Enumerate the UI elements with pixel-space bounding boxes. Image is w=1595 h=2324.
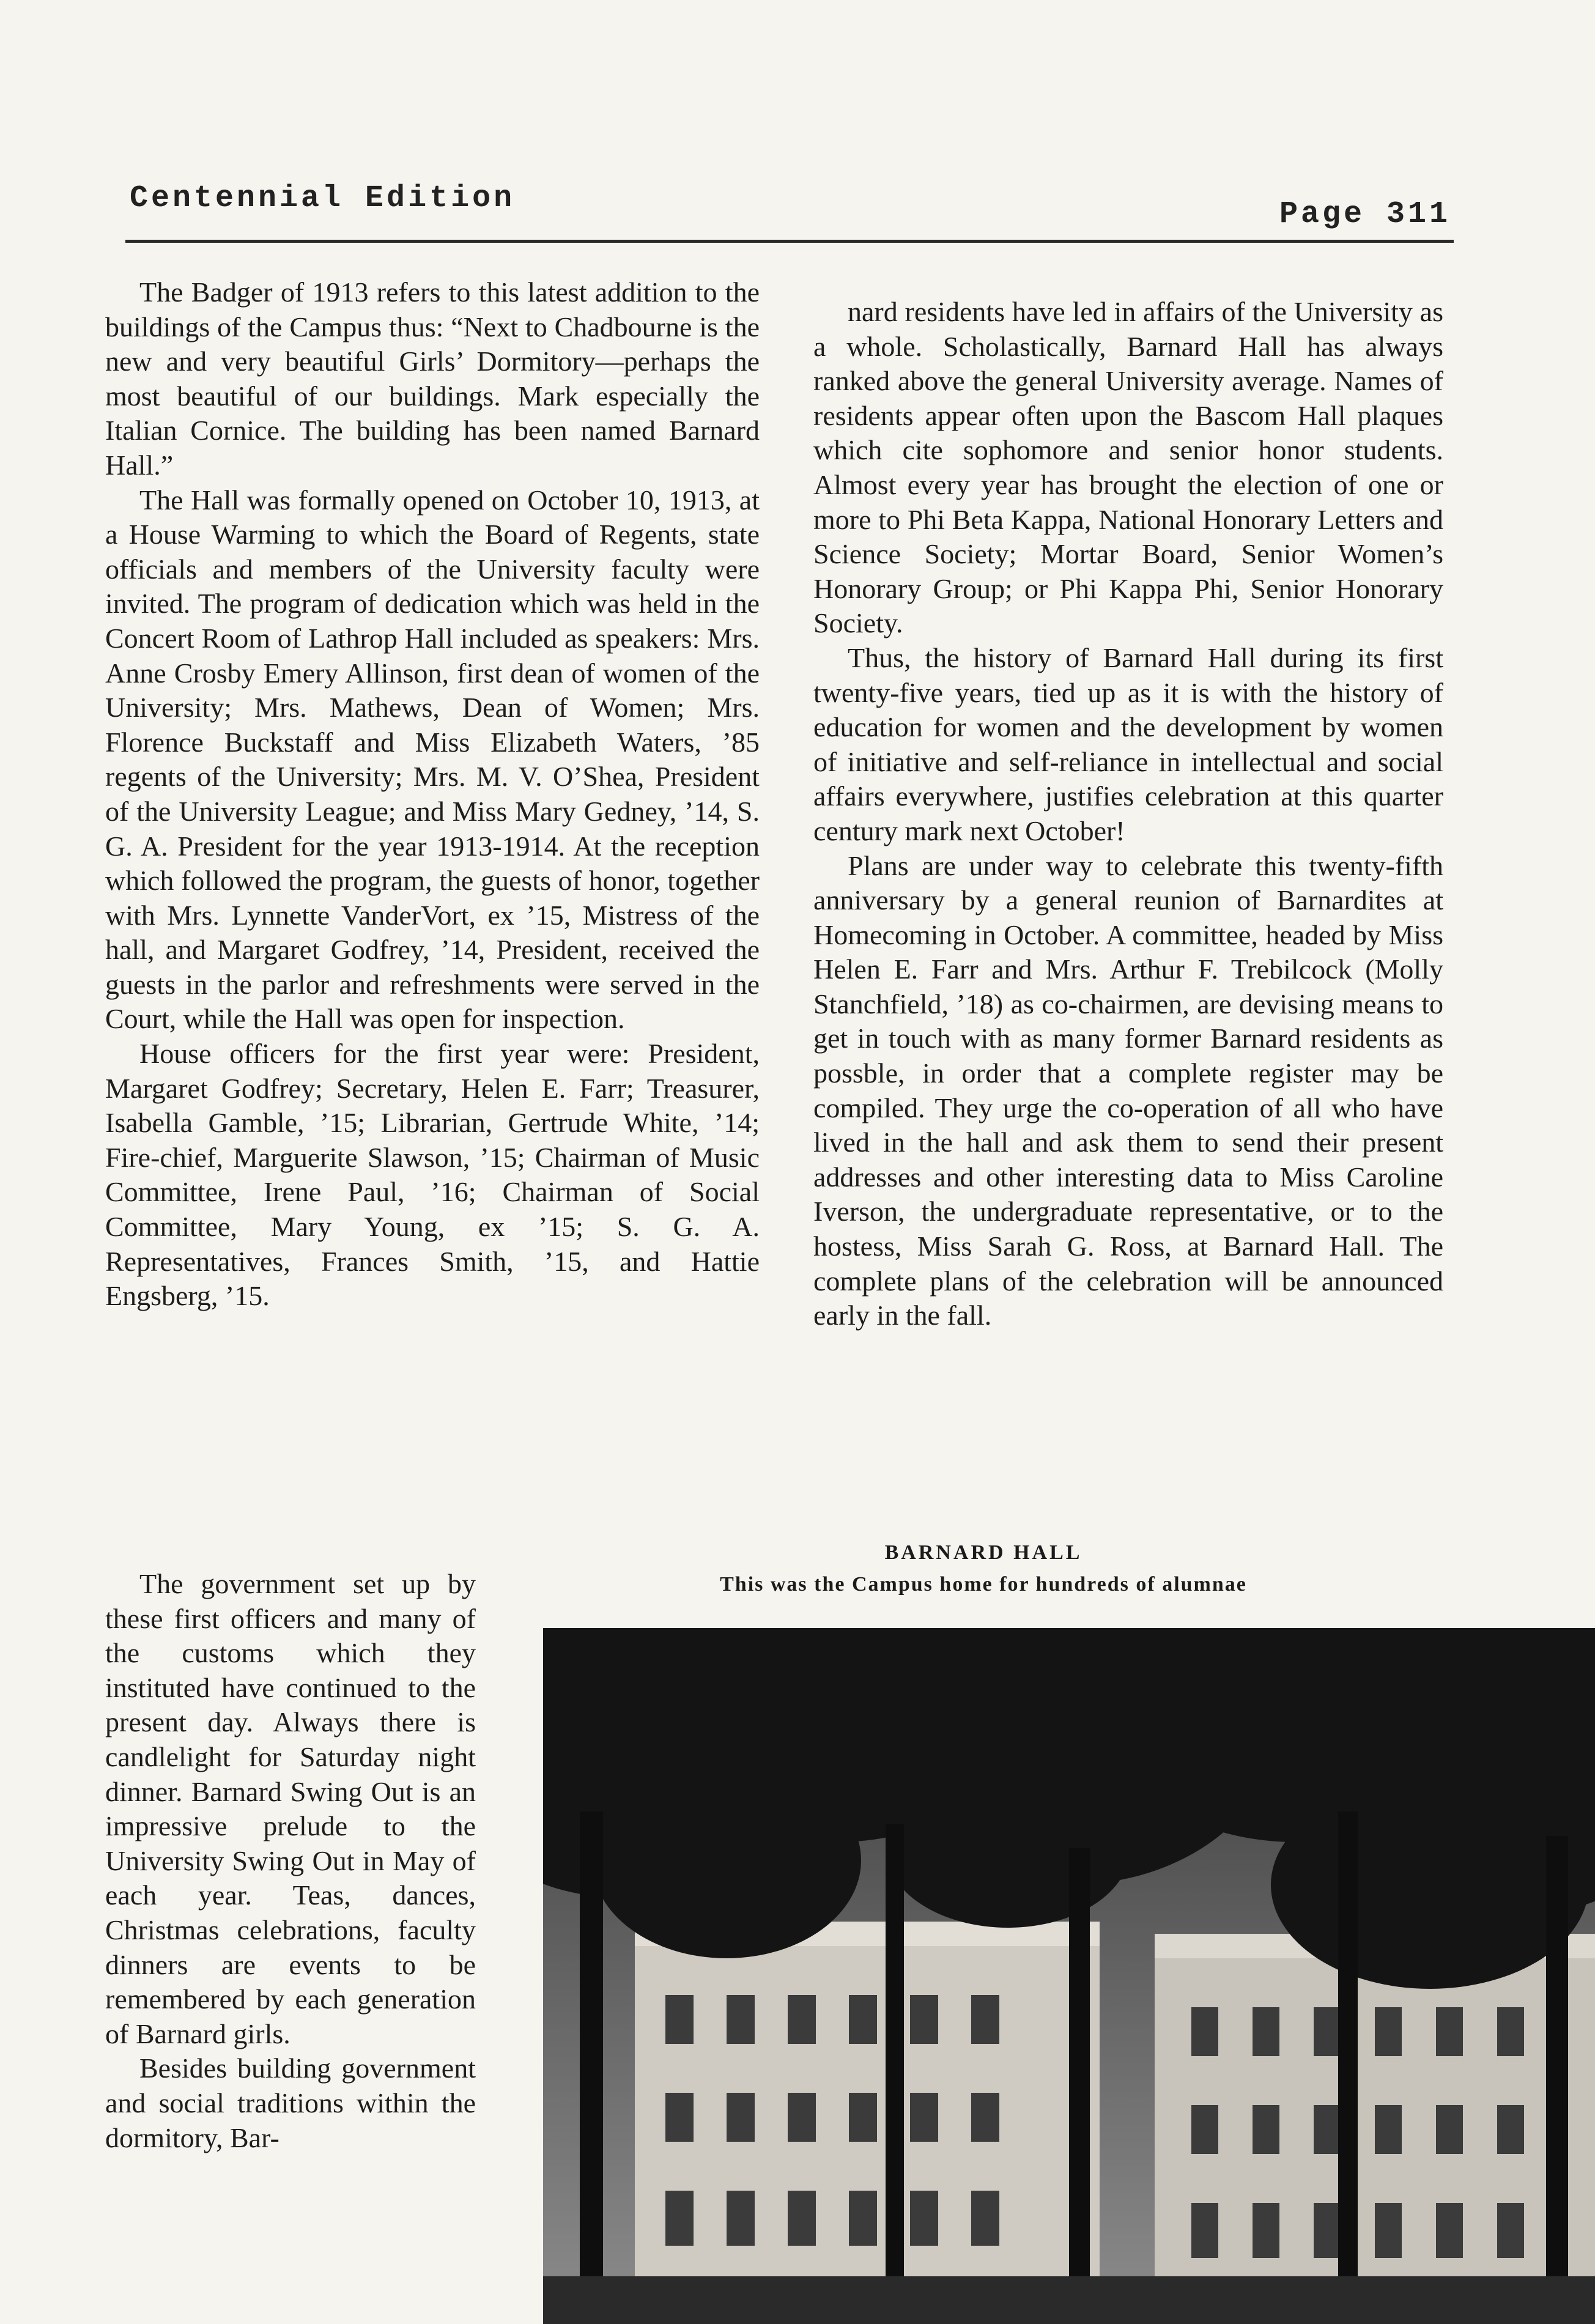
photo-caption-subtitle: This was the Campus home for hundreds of alumnae: [720, 1573, 1247, 1596]
left-column-narrow: [105, 1567, 476, 2155]
running-head-left: Centennial Edition: [130, 181, 516, 216]
paragraph: Plans are under way to celebrate this twenty-fifth anniversary by a general reunion of Barnardites at Homecoming in October. A committee, headed by Miss Helen E. Farr and Mrs. Arthur F. Trebilcock (Molly Stanchfield, ’18) as co-chairmen, are devising means to get in touch with as many former Barnard residents as possble, in order that a complete register may be compiled. They urge the co-operation of all who have lived in the hall and ask them to send their present addresses and other interesting data to Miss Caroline Iverson, the undergraduate representative, or to the hostess, Miss Sarah G. Ross, at Barnard Hall. The complete plans of the celebration will be announced early in the fall.: [813, 849, 1443, 1331]
header-rule: [125, 240, 1454, 243]
photo-illustration: [543, 1628, 1595, 2324]
paragraph: Thus, the history of Barnard Hall during its first twenty-five years, tied up as it is with the history of education for women and the development by women of initiative and self-reliance in intellectual and social affairs everywhere, justifies celebration at this quarter century mark next October!: [813, 642, 1443, 846]
paragraph: House officers for the first year were: President, Margaret Godfrey; Secretary, Helen E. Farr; Treasurer, Isabella Gamble, ’15; Librarian, Gertrude White, ’14; Fire-chief, Marguerite Slawson, ’15; Chairman of Music Committee, Irene Paul, ’16; Chairman of Social Committee, Mary Young, ex ’15; S. G. A. Representatives, Frances Smith, ’15, and Hattie Engsberg, ’15.: [105, 1038, 760, 1312]
photo-caption-title: BARNARD HALL: [884, 1541, 1082, 1564]
paragraph: The government set up by these first officers and many of the customs which they instituted have continued to the present day. Always there is candlelight for Saturday night dinner. Barnard Swing Out is an impressive prelude to the University Swing Out in May of each year. Teas, dances, Christmas celebrations, faculty dinners are events to be remembered by each generation of Barnard girls.: [105, 1568, 476, 2049]
paragraph: Besides building government and social traditions within the dormitory, Bar-: [105, 2052, 476, 2153]
paragraph: The Hall was formally opened on October 10, 1913, at a House Warming to which the Board of Regents, state officials and members of the University faculty were invited. The program of dedication which was held in the Concert Room of Lathrop Hall included as speakers: Mrs. Anne Crosby Emery Allinson, first dean of women of the University; Mrs. Mathews, Dean of Women; Mrs. Florence Buckstaff and Miss Elizabeth Waters, ’85 regents of the University; Mrs. M. V. O’Shea, President of the University League; and Miss Mary Gedney, ’14, S. G. A. President for the year 1913-1914. At the reception which followed the program, the guests of honor, together with Mrs. Lynnette VanderVort, ex ’15, Mistress of the hall, and Margaret Godfrey, ’14, President, received the guests in the parlor and refreshments were served in the Court, while the Hall was open for inspection.: [105, 484, 760, 1035]
barnard-hall-photo: [543, 1628, 1595, 2324]
right-column: [813, 295, 1443, 1333]
left-column: [105, 275, 760, 1314]
paragraph: The Badger of 1913 refers to this latest addition to the buildings of the Campus thus: “Next to Chadbourne is the new and very beautiful Girls’ Dormitory—perhaps the most beautiful of our buildings. Mark especially the Italian Cornice. The building has been named Barnard Hall.”: [105, 276, 760, 481]
page-number: Page 311: [1279, 197, 1451, 232]
paragraph: nard residents have led in affairs of the University as a whole. Scholastically, Barnard Hall has always ranked above the general University average. Names of residents appear often upon the Bascom Hall plaques which cite sophomore and senior honor students. Almost every year has brought the election of one or more to Phi Beta Kappa, National Honorary Letters and Science Society; Mortar Board, Senior Women’s Honorary Group; or Phi Kappa Phi, Senior Honorary Society.: [813, 296, 1443, 639]
